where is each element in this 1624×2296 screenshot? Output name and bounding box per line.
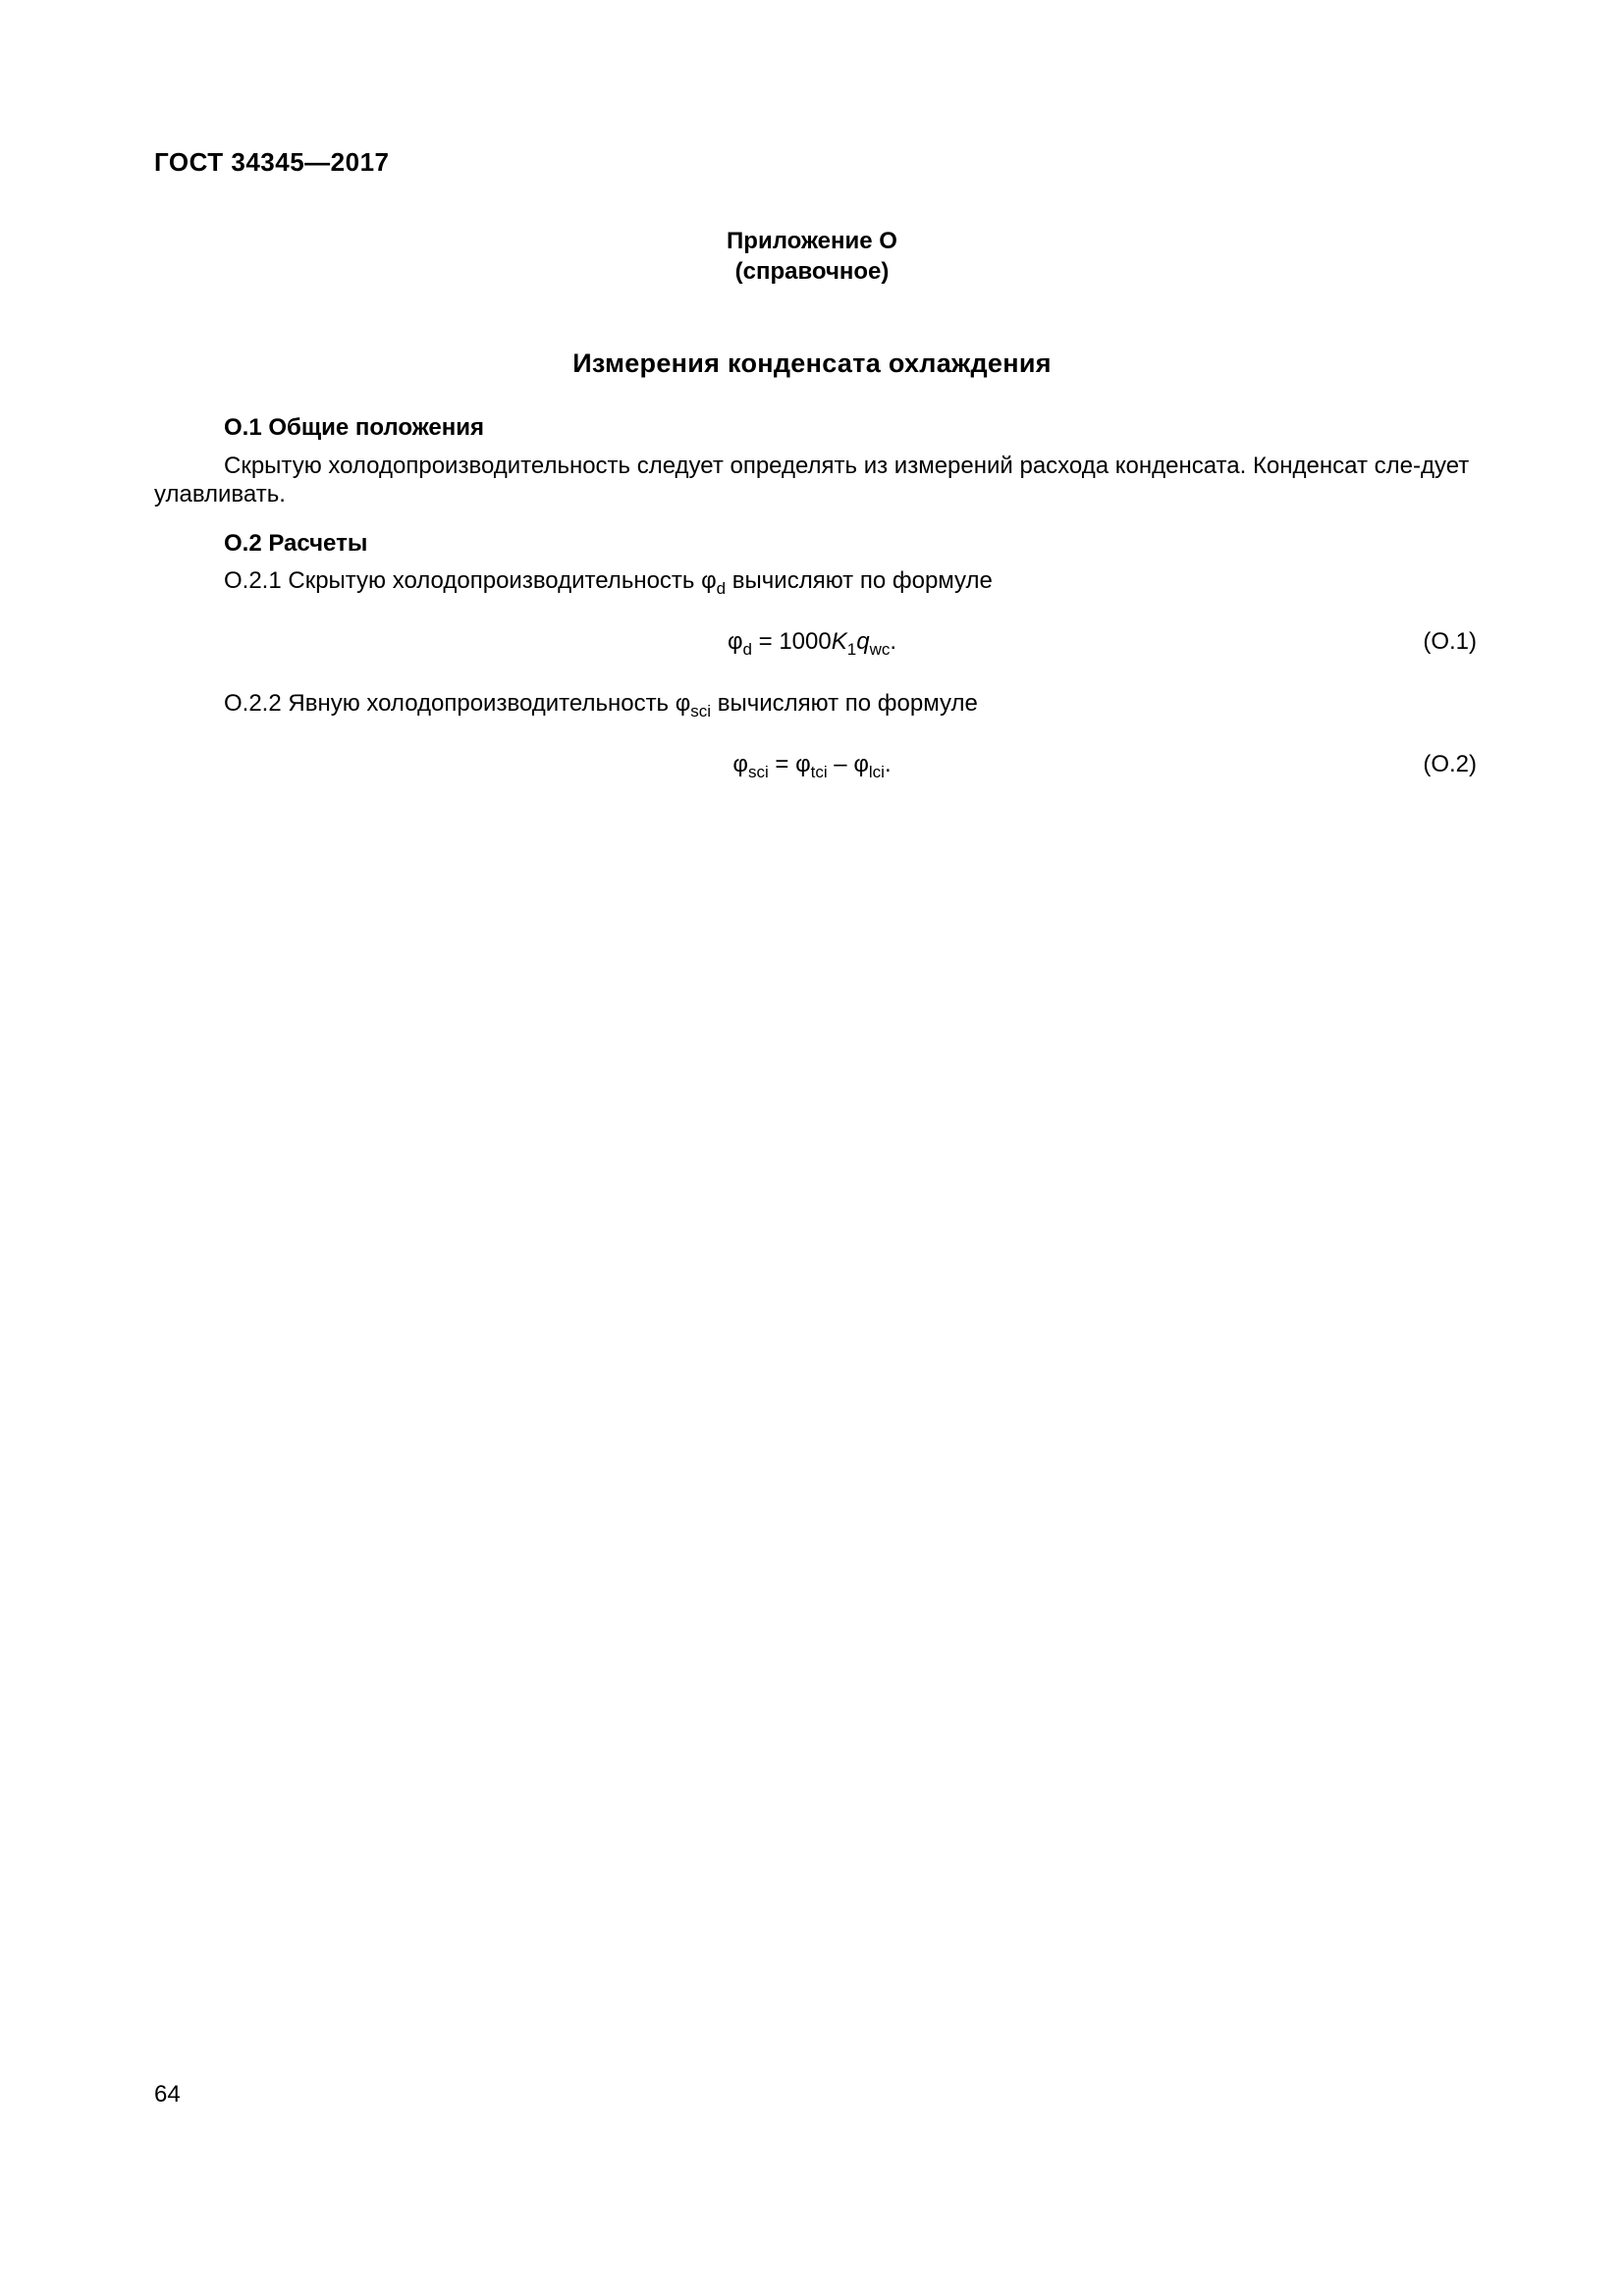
formula-symbol: φ: [795, 751, 811, 777]
symbol: φ: [675, 690, 691, 717]
clause-text: О.2.1 Скрытую холодопроизводительность: [224, 567, 702, 594]
formula-symbol: φ: [732, 751, 748, 777]
page-number: 64: [154, 2081, 181, 2108]
formula-text: .: [884, 751, 892, 777]
formula-symbol: K: [831, 628, 847, 655]
formula-text: =: [768, 751, 796, 777]
section-1-heading: О.1 Общие положения: [224, 414, 484, 441]
formula-number-o-1: (О.1): [1423, 628, 1477, 655]
formula-o-2: [0, 751, 1624, 781]
symbol-subscript: sci: [690, 702, 712, 721]
formula-subscript: 1: [846, 640, 857, 659]
formula-subscript: wc: [869, 640, 891, 659]
formula-symbol: φ: [727, 628, 743, 655]
formula-subscript: lci: [868, 763, 885, 781]
symbol: φ: [701, 567, 717, 594]
annex-kind: (справочное): [734, 258, 890, 285]
clause-text: О.2.2 Явную холодопроизводительность: [224, 690, 676, 717]
clause-text: вычисляют по формуле: [726, 567, 993, 594]
clause-o-2-2: [224, 690, 978, 721]
formula-subscript: tci: [810, 763, 828, 781]
formula-number-o-2: (О.2): [1423, 751, 1477, 777]
formula-text: –: [827, 751, 854, 777]
section-2-heading: О.2 Расчеты: [224, 530, 368, 557]
clause-text: вычисляют по формуле: [711, 690, 978, 717]
clause-o-2-1: [224, 567, 993, 598]
document-code: ГОСТ 34345—2017: [154, 147, 390, 177]
formula-symbol: φ: [853, 751, 869, 777]
annex-heading: Измерения конденсата охлаждения: [572, 348, 1052, 378]
section-1-paragraph: Скрытую холодопроизводительность следует определять из измерений расхода конденсата. Конденсат сле-дует улавливать.: [154, 453, 1470, 507]
formula-o-1: [0, 628, 1624, 659]
annex-title: Приложение О: [727, 228, 897, 254]
formula-text: .: [890, 628, 897, 655]
formula-subscript: d: [742, 640, 752, 659]
formula-text: = 1000: [751, 628, 832, 655]
symbol-subscript: d: [716, 579, 727, 598]
formula-subscript: sci: [747, 763, 769, 781]
formula-symbol: q: [856, 628, 870, 655]
